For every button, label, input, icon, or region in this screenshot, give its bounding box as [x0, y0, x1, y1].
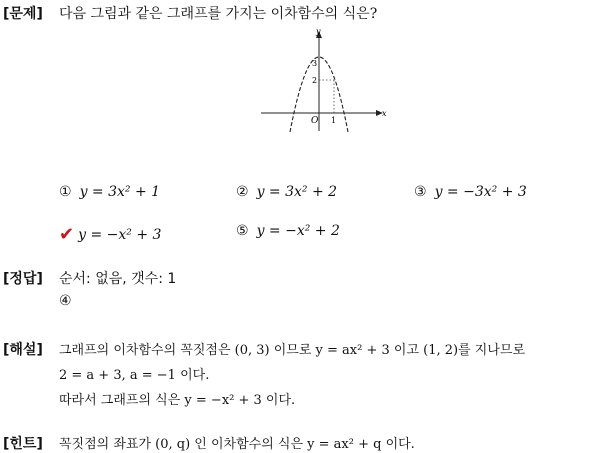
- solution-line-1: 그래프의 이차함수의 꼭짓점은 (0, 3) 이므로 y = ax² + 3 이고 (1, 2)를 지나므로: [59, 343, 526, 358]
- choice-4-expr: y = −x² + 3: [78, 227, 162, 243]
- solution-tag: [해설]: [3, 342, 43, 358]
- question-tag: [문제]: [3, 6, 43, 22]
- answer-tag: [정답]: [3, 271, 43, 287]
- choice-5-expr: y = −x² + 2: [256, 223, 340, 239]
- parabola-graph: [259, 26, 399, 138]
- choice-3-expr: y = −3x² + 3: [434, 184, 527, 200]
- choice-2-number: ②: [236, 184, 249, 200]
- answer-line-2: ④: [59, 293, 72, 309]
- question-text: 다음 그림과 같은 그래프를 가지는 이차함수의 식은?: [59, 6, 378, 22]
- choice-3[interactable]: [414, 184, 527, 200]
- x-axis-label: x: [382, 109, 387, 118]
- tick-x-label: 1: [331, 116, 337, 125]
- y-axis-label: y: [316, 27, 321, 36]
- answer-line-1: 순서: 없음, 갯수: 1: [59, 271, 177, 287]
- hint-tag: [힌트]: [3, 436, 43, 452]
- tick-y-vertex-label: 3: [312, 59, 318, 68]
- solution-line-2: 2 = a + 3, a = −1 이다.: [59, 368, 210, 383]
- choice-4-check-icon: ✔: [59, 224, 75, 245]
- choice-5[interactable]: [236, 223, 340, 239]
- choice-1-number: ①: [59, 184, 72, 200]
- choice-2-expr: y = 3x² + 2: [256, 184, 338, 200]
- choice-1-expr: y = 3x² + 1: [79, 184, 161, 200]
- choice-1[interactable]: [59, 184, 160, 200]
- choice-5-number: ⑤: [236, 223, 249, 239]
- choice-3-number: ③: [414, 184, 427, 200]
- solution-line-3: 따라서 그래프의 식은 y = −x² + 3 이다.: [59, 393, 296, 408]
- hint-line-1: 꼭짓점의 좌표가 (0, q) 인 이차함수의 식은 y = ax² + q 이다.: [59, 437, 415, 452]
- origin-label: O: [311, 116, 319, 126]
- choice-2[interactable]: [236, 184, 337, 200]
- choice-4[interactable]: [59, 223, 161, 244]
- tick-y-point-label: 2: [312, 76, 318, 85]
